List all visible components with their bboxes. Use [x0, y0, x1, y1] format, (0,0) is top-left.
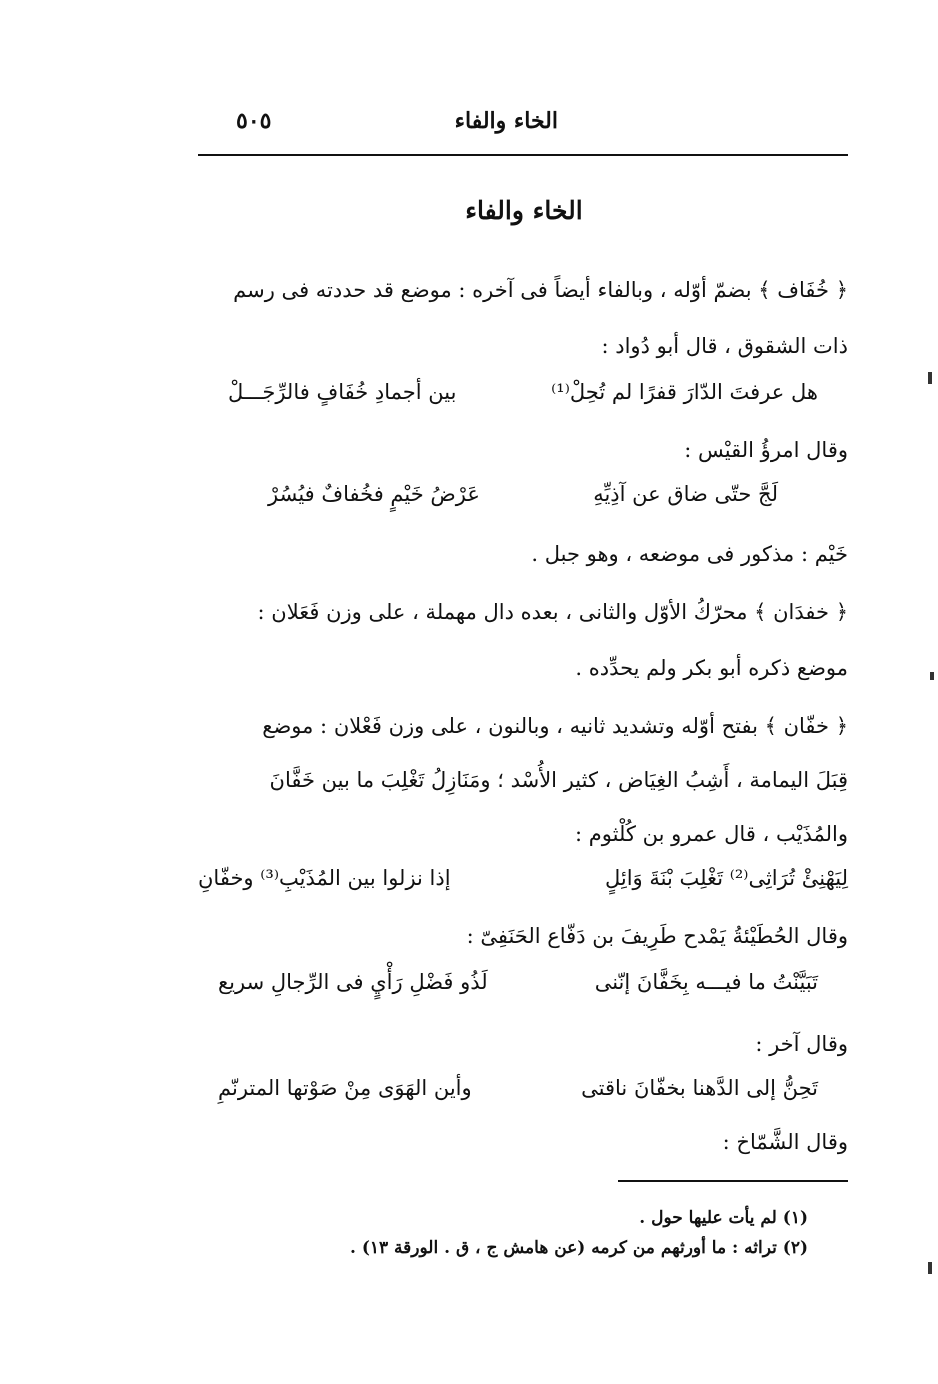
text-line: ذات الشقوق ، قال أبو دُواد :: [601, 334, 848, 358]
verse-first-hemistich: لَجَّ حتّى ضاق عن آذِيِّهِ: [593, 482, 778, 506]
verse: [198, 380, 848, 420]
verse: [198, 1076, 848, 1116]
verse-second-hemistich: لَذُو فَضْلِ رَأْيٍ فى الرِّجالِ سريع: [218, 970, 488, 994]
scan-mark: [928, 1262, 932, 1274]
verse-second-hemistich: إذا نزلوا بين المُذَيْبِ⁽³⁾ وخفّانِ: [198, 866, 451, 890]
footnote: (٢) تراثه : ما أورثهم من كرمه (عن هامش ج ، ق . الورقة ١٣) .: [349, 1238, 808, 1258]
verse: [198, 866, 848, 906]
verse-first-hemistich: هل عرفتَ الدّارَ قفرًا لم تُحِلْ⁽¹⁾: [551, 380, 818, 404]
text-line: وقال آخر :: [755, 1032, 848, 1056]
page-number: ٥٠٥: [236, 108, 272, 134]
text-line: خَيْم : مذكور فى موضعه ، وهو جبل .: [531, 542, 848, 566]
header-divider: [198, 154, 848, 156]
verse: [198, 970, 848, 1010]
verse-second-hemistich: بين أجمادِ خُفَافٍ فالرِّجَـــلْ: [228, 380, 457, 404]
verse-first-hemistich: تَبَيَّنْتُ ما فيـــه بِخَفَّانَ إنّنى: [594, 970, 818, 994]
verse-first-hemistich: لِيَهْنِئْ تُرَاثِى⁽²⁾ تَغْلِبَ بْنَةَ وَائِلٍ: [604, 866, 848, 890]
verse-second-hemistich: وأين الهَوَى مِنْ صَوْتها المترنّمِ: [218, 1076, 472, 1100]
text-line: قِبَلَ اليمامة ، أَشِبُ الغِيَاض ، كثير الأُسْد ؛ ومَنَازِلُ تَغْلِبَ ما بين خَفَّانَ: [269, 768, 848, 792]
text-line: موضع ذكره أبو بكر ولم يحدِّده .: [575, 656, 848, 680]
footnote-divider: [618, 1180, 848, 1182]
running-head: [200, 104, 848, 144]
scan-mark: [930, 672, 934, 680]
text-line: ﴿ خفّان ﴾ بفتح أوّله وتشديد ثانيه ، وبالنون ، على وزن فَعْلان : موضع: [262, 714, 848, 738]
chapter-title: الخاء والفاء: [465, 196, 583, 225]
scan-mark: [928, 372, 932, 384]
verse-second-hemistich: عَرْضُ خَيْمٍ فخُفافٌ فيُسُرْ: [268, 482, 480, 506]
text-line: وقال الشَّمّاخ :: [722, 1130, 848, 1154]
text-line: ﴿ خُفَاف ﴾ بضمّ أوّله ، وبالفاء أيضاً فى آخره : موضع قد حددته فى رسم: [233, 278, 848, 302]
text-line: وقال امرؤُ القيْس :: [684, 438, 848, 462]
footnote: (١) لم يأت عليها حول .: [639, 1208, 808, 1228]
text-line: وقال الحُطَيْئةُ يَمْدح طَرِيفَ بن دَفّاع الحَنَفِىّ :: [466, 924, 848, 948]
verse-first-hemistich: تَحِنُّ إلى الدَّهنا بخفّانَ ناقتى: [581, 1076, 818, 1100]
running-title: الخاء والفاء: [454, 108, 558, 134]
text-line: والمُذَيْب ، قال عمرو بن كُلْثوم :: [575, 822, 848, 846]
text-line: ﴿ خفدَان ﴾ محرّكُ الأوّل والثانى ، بعده دال مهملة ، على وزن فَعَلان :: [257, 600, 848, 624]
verse: [198, 482, 848, 522]
